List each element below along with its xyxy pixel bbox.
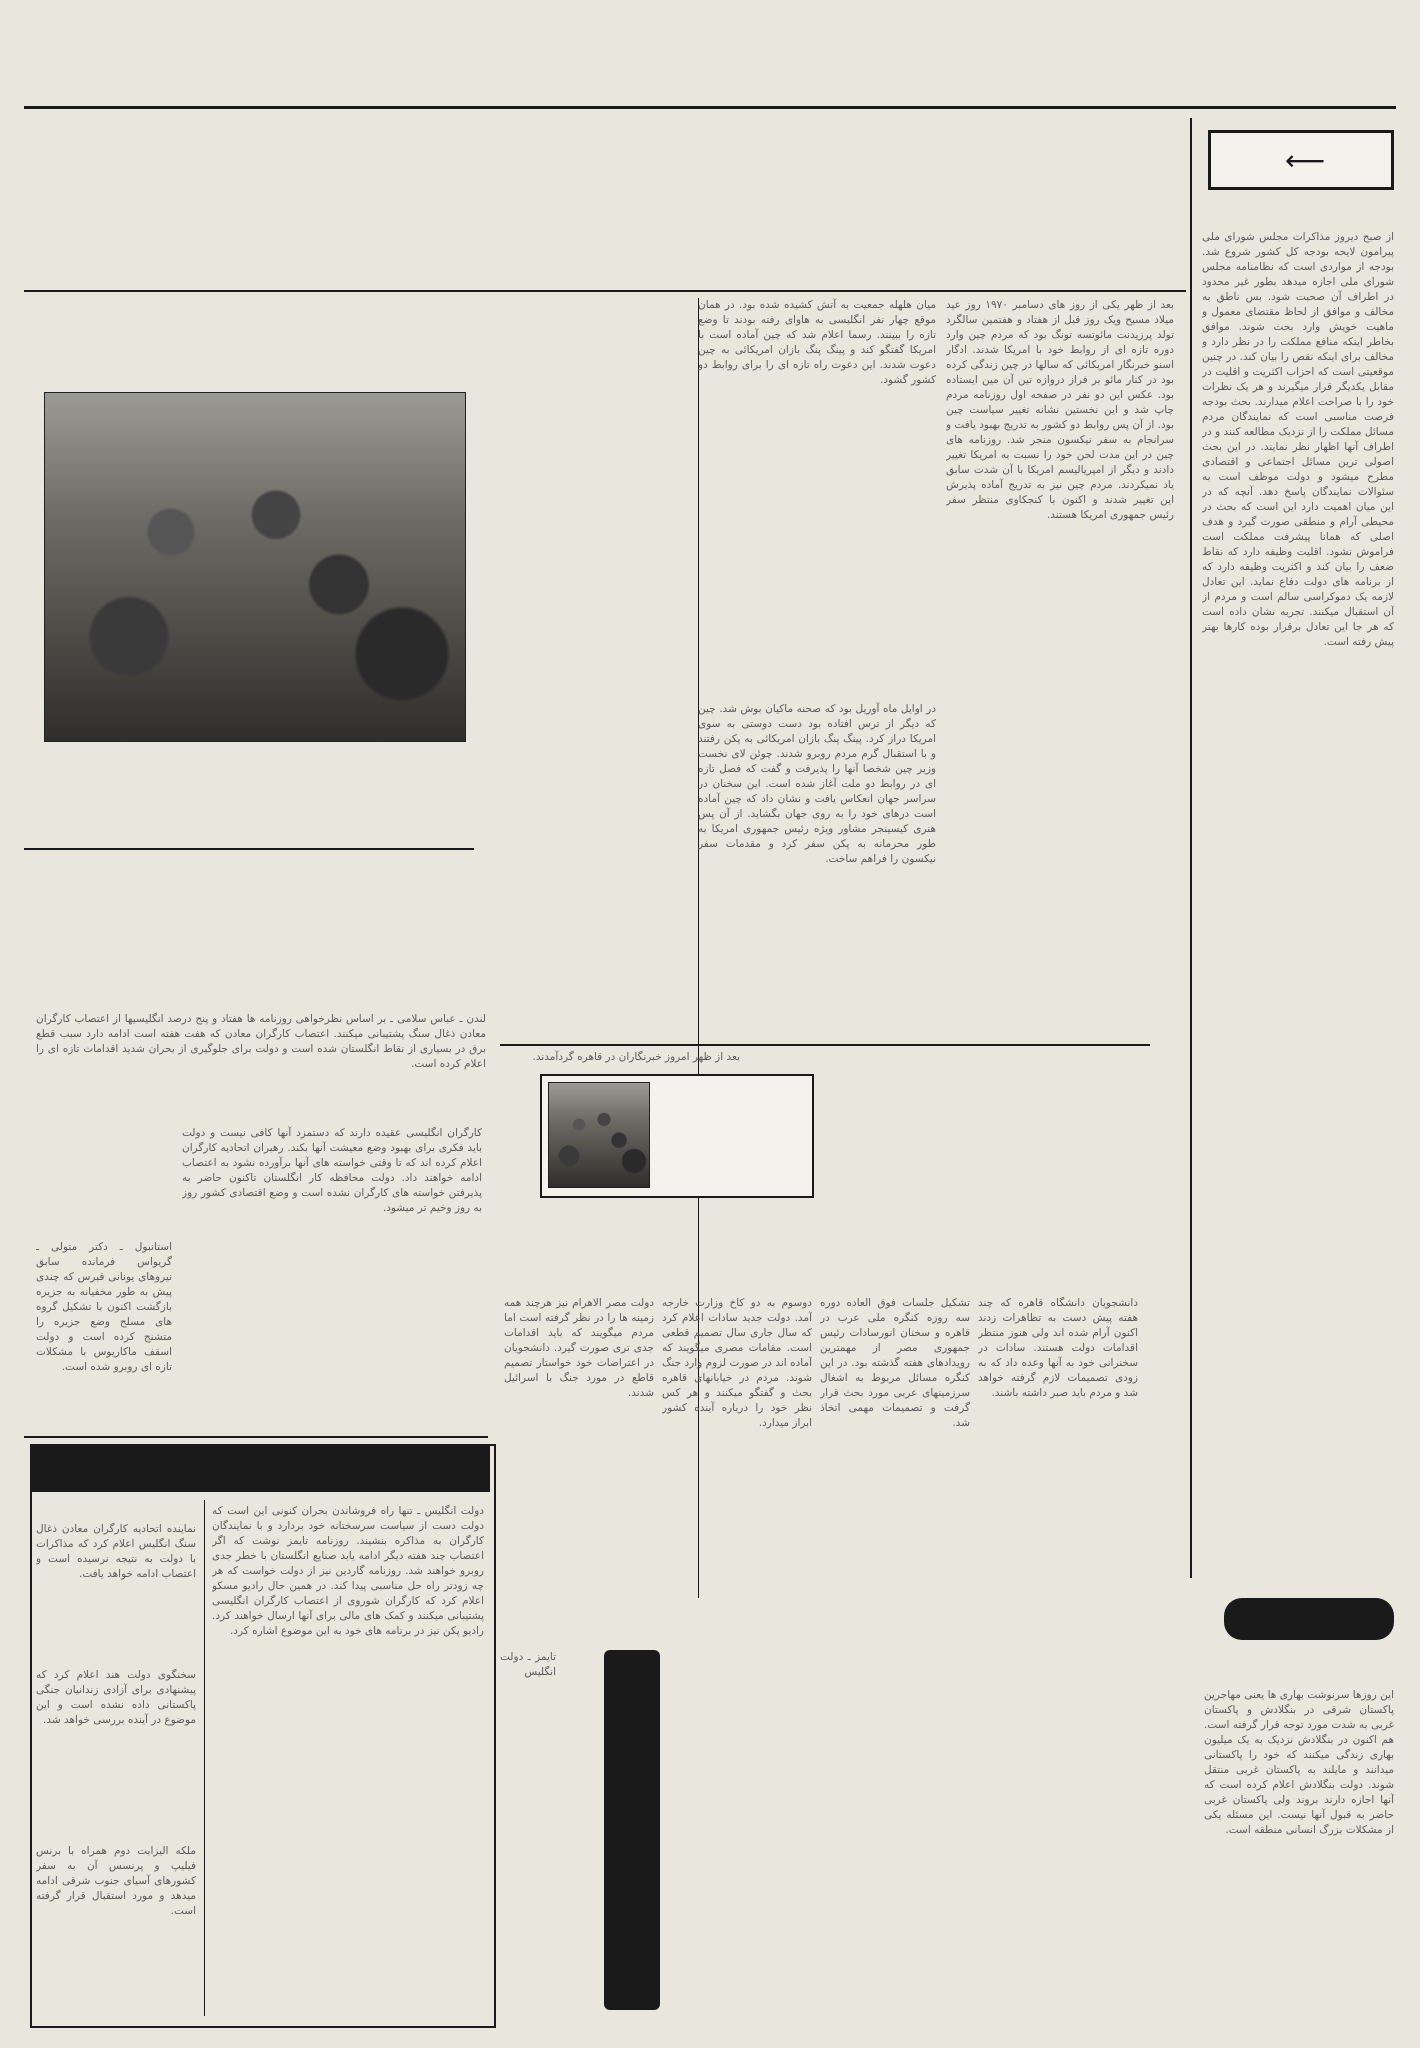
correspondent-photo (548, 1082, 650, 1188)
press-banner (602, 1650, 662, 2010)
england-body: لندن ـ عباس سلامی ـ بر اساس نظرخواهی روزنامه ها هفتاد و پنج درصد انگلیسیها از اعتصاب کارگران معادن ذغال سنگ پشتیبانی میکنند. اعتصاب کارگران معادن که هفت هفته است ادامه دارد سبب قطع برق در بسیاری از نقاط انگلستان شده است و دولت برای جلوگیری از بحران شدید اقدامات تازه ای را اعلام کرده است. (36, 1013, 486, 1070)
editorial-body: از صبح دیروز مذاکرات مجلس شورای ملی پیرامون لایحه بودجه کل کشور شروع شد. بودجه از مواردی است که نظامنامه مجلس شورای ملی اجازه میدهد بطور غیر محدود در اطراف آن صحبت شود. بس ناطق به مخالف و موافق از لحاظ مقتضای معمول و ماهیت خویش وارد بحث شوند. موافق بخاطر اینکه منافع مملکت را در نظر دارد و مخالف برای اینکه نقص را بیان کند. در چنین موقعیتی است که احزاب اکثریت و اقلیت در مقابل یکدیگر قرار میگیرند و هر یک نظرات خود را با صراحت اعلام میدارند. بحث بودجه فرصت مناسبی است که نمایندگان مردم مسائل مملکت را از نزدیک مطالعه کنند و در اطراف آنها اظهار نظر نمایند. در این بحث اصولی ترین مسائل اجتماعی و اقتصادی مطرح میشود و دولت موظف است به سئوالات نمایندگان پاسخ دهد. آنچه که در این میان اهمیت دارد این است که بحث در محیطی آرام و منطقی صورت گیرد و هدف اصلی که همانا پیشرفت مملکت است فراموش نشود. اقلیت وظیفه دارد که نقاط ضعف را بیان کند و اکثریت وظیفه دارد که از برنامه های دولت دفاع نماید. این تعادل لازمه یک دموکراسی سالم است و مردم از آن استقبال میکنند. تجربه نشان داده است که هر جا این تعادل برقرار بوده کارها بهتر پیش رفته است. (1202, 231, 1394, 648)
press-subtitle (562, 1650, 598, 2010)
radios-item-2-body: سخنگوی دولت هند اعلام کرد که پیشنهادی برای آزادی زندانیان جنگی پاکستانی داده نشده است و این موضوع در آینده بررسی خواهد شد. (36, 1669, 196, 1726)
cyprus-body: استانبول ـ دکتر متولی ـ گریواس فرمانده سابق نیروهای یونانی قبرس که چندی پیش به طور مخفیانه به جزیره بازگشت اکنون با تشکیل گروه های مسلح وضع جزیره را متشنج کرده است و دولت اسقف ماکاریوس با مشکلات تازه ای روبرو شده است. (36, 1241, 172, 1373)
radios-divider (204, 1500, 205, 2016)
arrow-icon: ⟵ (1284, 143, 1326, 177)
main-column-1: بعد از ظهر یکی از روز های دسامبر ۱۹۷۰ روز عید میلاد مسیح ویک روز قبل از هفتاد و هفتمین سالگرد تولد پرزیدنت مائوتسه تونگ بود که مردم چین وارد دوره تازه ای از روابط خود با امریکا شدند. ادگار اسنو خبرنگار امریکائی که سالها در چین زندگی کرده بود در کنار مائو بر فراز دروازه تین آن مین ایستاده بود. عکس این دو نفر در صفحه اول روزنامه مردم چاپ شد و این نخستین نشانه تغییر سیاست چین بود. از آن پس روابط دو کشور به تدریج بهبود یافت و سرانجام به سفر نیکسون منجر شد. روزنامه های چین در این مدت لحن خود را نسبت به امریکا تغییر دادند و دیگر از امپریالیسم امریکا با آن شدت سابق یاد نمیکردند. مردم چین نیز به تدریج آماده پذیرش این تغییر شدند و اکنون با کنجکاوی منتظر سفر رئیس جمهوری امریکا هستند. (946, 299, 1174, 521)
egypt-intro: بعد از ظهر امروز خبرنگاران در قاهره گردآمدند. (532, 1051, 740, 1063)
radios-body-right: دولت انگلیس ـ تنها راه فروشاندن بحران کنونی این است که دولت دست از سیاست سرسختانه خود بردارد و با نمایندگان کارگران به مذاکره بنشیند. روزنامه تایمز نوشت که اگر اعتصاب چند هفته دیگر ادامه یابد صنایع انگلستان با خطر جدی روبرو خواهند شد. روزنامه گاردین نیز از دولت خواست که هر چه زودتر راه حل مناسبی پیدا کند. در همین حال رادیو مسکو اعلام کرد که کارگران شوروی از اعتصاب کارگران انگلیسی پشتیبانی میکنند و کمک های مالی برای آنها ارسال خواهند کرد. رادیو پکن نیز در برنامه های خود به این موضوع اشاره کرد. (212, 1505, 484, 1637)
editorial-divider (1190, 118, 1192, 1578)
radios-item-1-body: نماینده اتحادیه کارگران معادن ذغال سنگ انگلیس اعلام کرد که مذاکرات با دولت به نتیجه نرسیده است و اعتصاب ادامه خواهد یافت. (36, 1523, 196, 1580)
headline-rule (24, 290, 1186, 292)
left-lower-rule (24, 1436, 488, 1438)
egypt-top-rule (500, 1044, 1150, 1046)
press-body: تایمز ـ دولت انگلیس (500, 1651, 556, 1678)
main-column-2: میان هلهله جمعیت به آتش کشیده شده بود. در همان موقع چهار نفر انگلیسی به هاوای رفته بودند تا وضع تازه را ببینند. رسما اعلام شد که چین آماده است با امریکا گفتگو کند و پینگ پنگ بازان امریکائی به چین دعوت شدند. این دعوت راه تازه ای را برای روابط دو کشور گشود. (698, 299, 936, 386)
political-body: این روزها سرنوشت بهاری ها یعنی مهاجرین پاکستان شرقی در بنگلادش و پاکستان غربی به شدت مورد توجه قرار گرفته است. هم اکنون در بنگلادش نزدیک به یک میلیون بهاری زندگی میکنند که خود را پاکستانی میدانند و مایلند به پاکستان غربی منتقل شوند. دولت بنگلادش اعلام کرده است که آنها اجازه دارند بروند ولی پاکستان غربی حاضر به قبول آنها نیست. این مسئله یکی از مشکلات بزرگ انسانی منطقه است. (1204, 1689, 1394, 1836)
editorial-banner (1208, 130, 1394, 190)
radios-item-3-body: ملکه الیزابت دوم همراه با برنس فیلیپ و پرنسس آن به سفر کشورهای آسیای جنوب شرقی ادامه میدهد و مورد استقبال قرار گرفته است. (36, 1845, 196, 1917)
egypt-body-4: دانشجویان دانشگاه قاهره که چند هفته پیش دست به تظاهرات زدند اکنون آرام شده اند ولی هنوز منتظر اقدامات دولت هستند. سادات در سخنرانی خود به آنها وعده داد که به زودی تصمیمات لازم گرفته خواهد شد و مردم باید صبر داشته باشند. (978, 1297, 1138, 1399)
egypt-body-2: دوسوم به دو کاخ وزارت خارجه آمد. دولت جدید سادات اعلام کرد که سال جاری سال تصمیم قطعی است. مقامات مصری میگویند که آماده اند در صورت لزوم وارد جنگ شوند. مردم در خیابانهای قاهره بحث و گفتگو میکنند و هر کس نظر خود را درباره آینده کشور ابراز میدارد. (662, 1297, 812, 1429)
masthead-rule (24, 106, 1396, 109)
photo-divider (24, 848, 474, 850)
egypt-body-3: تشکیل جلسات فوق العاده دوره سه روزه کنگره ملی عرب در قاهره و سخنان انورسادات رئیس جمهوری مصر از مهمترین رویدادهای هفته گذشته بود. در این کنگره مسائل مربوط به اشغال سرزمینهای عربی مورد بحث قرار گرفت و تصمیمات مهمی اتخاذ شد. (820, 1297, 970, 1429)
egypt-body-1: دولت مصر الاهرام نیز هرچند همه زمینه ها را در نظر گرفته است اما مردم میگویند که باید اقدامات جدی تری صورت گیرد. دانشجویان در اعتراضات خود خواستار تصمیم قاطع در مورد جنگ با اسرائیل شدند. (504, 1297, 654, 1399)
main-column-3: در اوایل ماه آوریل بود که صحنه ماکیان بوش شد. چین که دیگر از ترس افتاده بود دست دوستی به سوی امریکا دراز کرد. پینگ پنگ بازان امریکائی به پکن رفتند و با استقبال گرم مردم روبرو شدند. چوئن لای نخست وزیر چین شخصا آنها را پذیرفت و گفت که فصل تازه ای در روابط دو ملت آغاز شده است. این سخنان در سراسر جهان انعکاس یافت و نشان داد که چین آماده است درهای خود را به روی جهان بگشاید. از آن پس هنری کیسینجر مشاور ویژه رئیس جمهوری امریکا به طور محرمانه به پکن سفر کرد و مقدمات سفر نیکسون را فراهم ساخت. (698, 703, 936, 865)
political-banner (1224, 1598, 1394, 1640)
radios-title (32, 1446, 490, 1492)
makarios-photo (44, 392, 466, 742)
england-body-2: کارگران انگلیسی عقیده دارند که دستمزد آنها کافی نیست و دولت باید فکری برای بهبود وضع معیشت آنها بکند. رهبران اتحادیه کارگران اعلام کرده اند که تا وقتی خواسته های آنها برآورده نشود به اعتصاب ادامه خواهند داد. دولت محافظه کار انگلستان تاکنون حاضر به پذیرفتن خواسته های کارگران نشده است و وضع اقتصادی کشور روز به روز وخیم تر میشود. (182, 1127, 482, 1214)
